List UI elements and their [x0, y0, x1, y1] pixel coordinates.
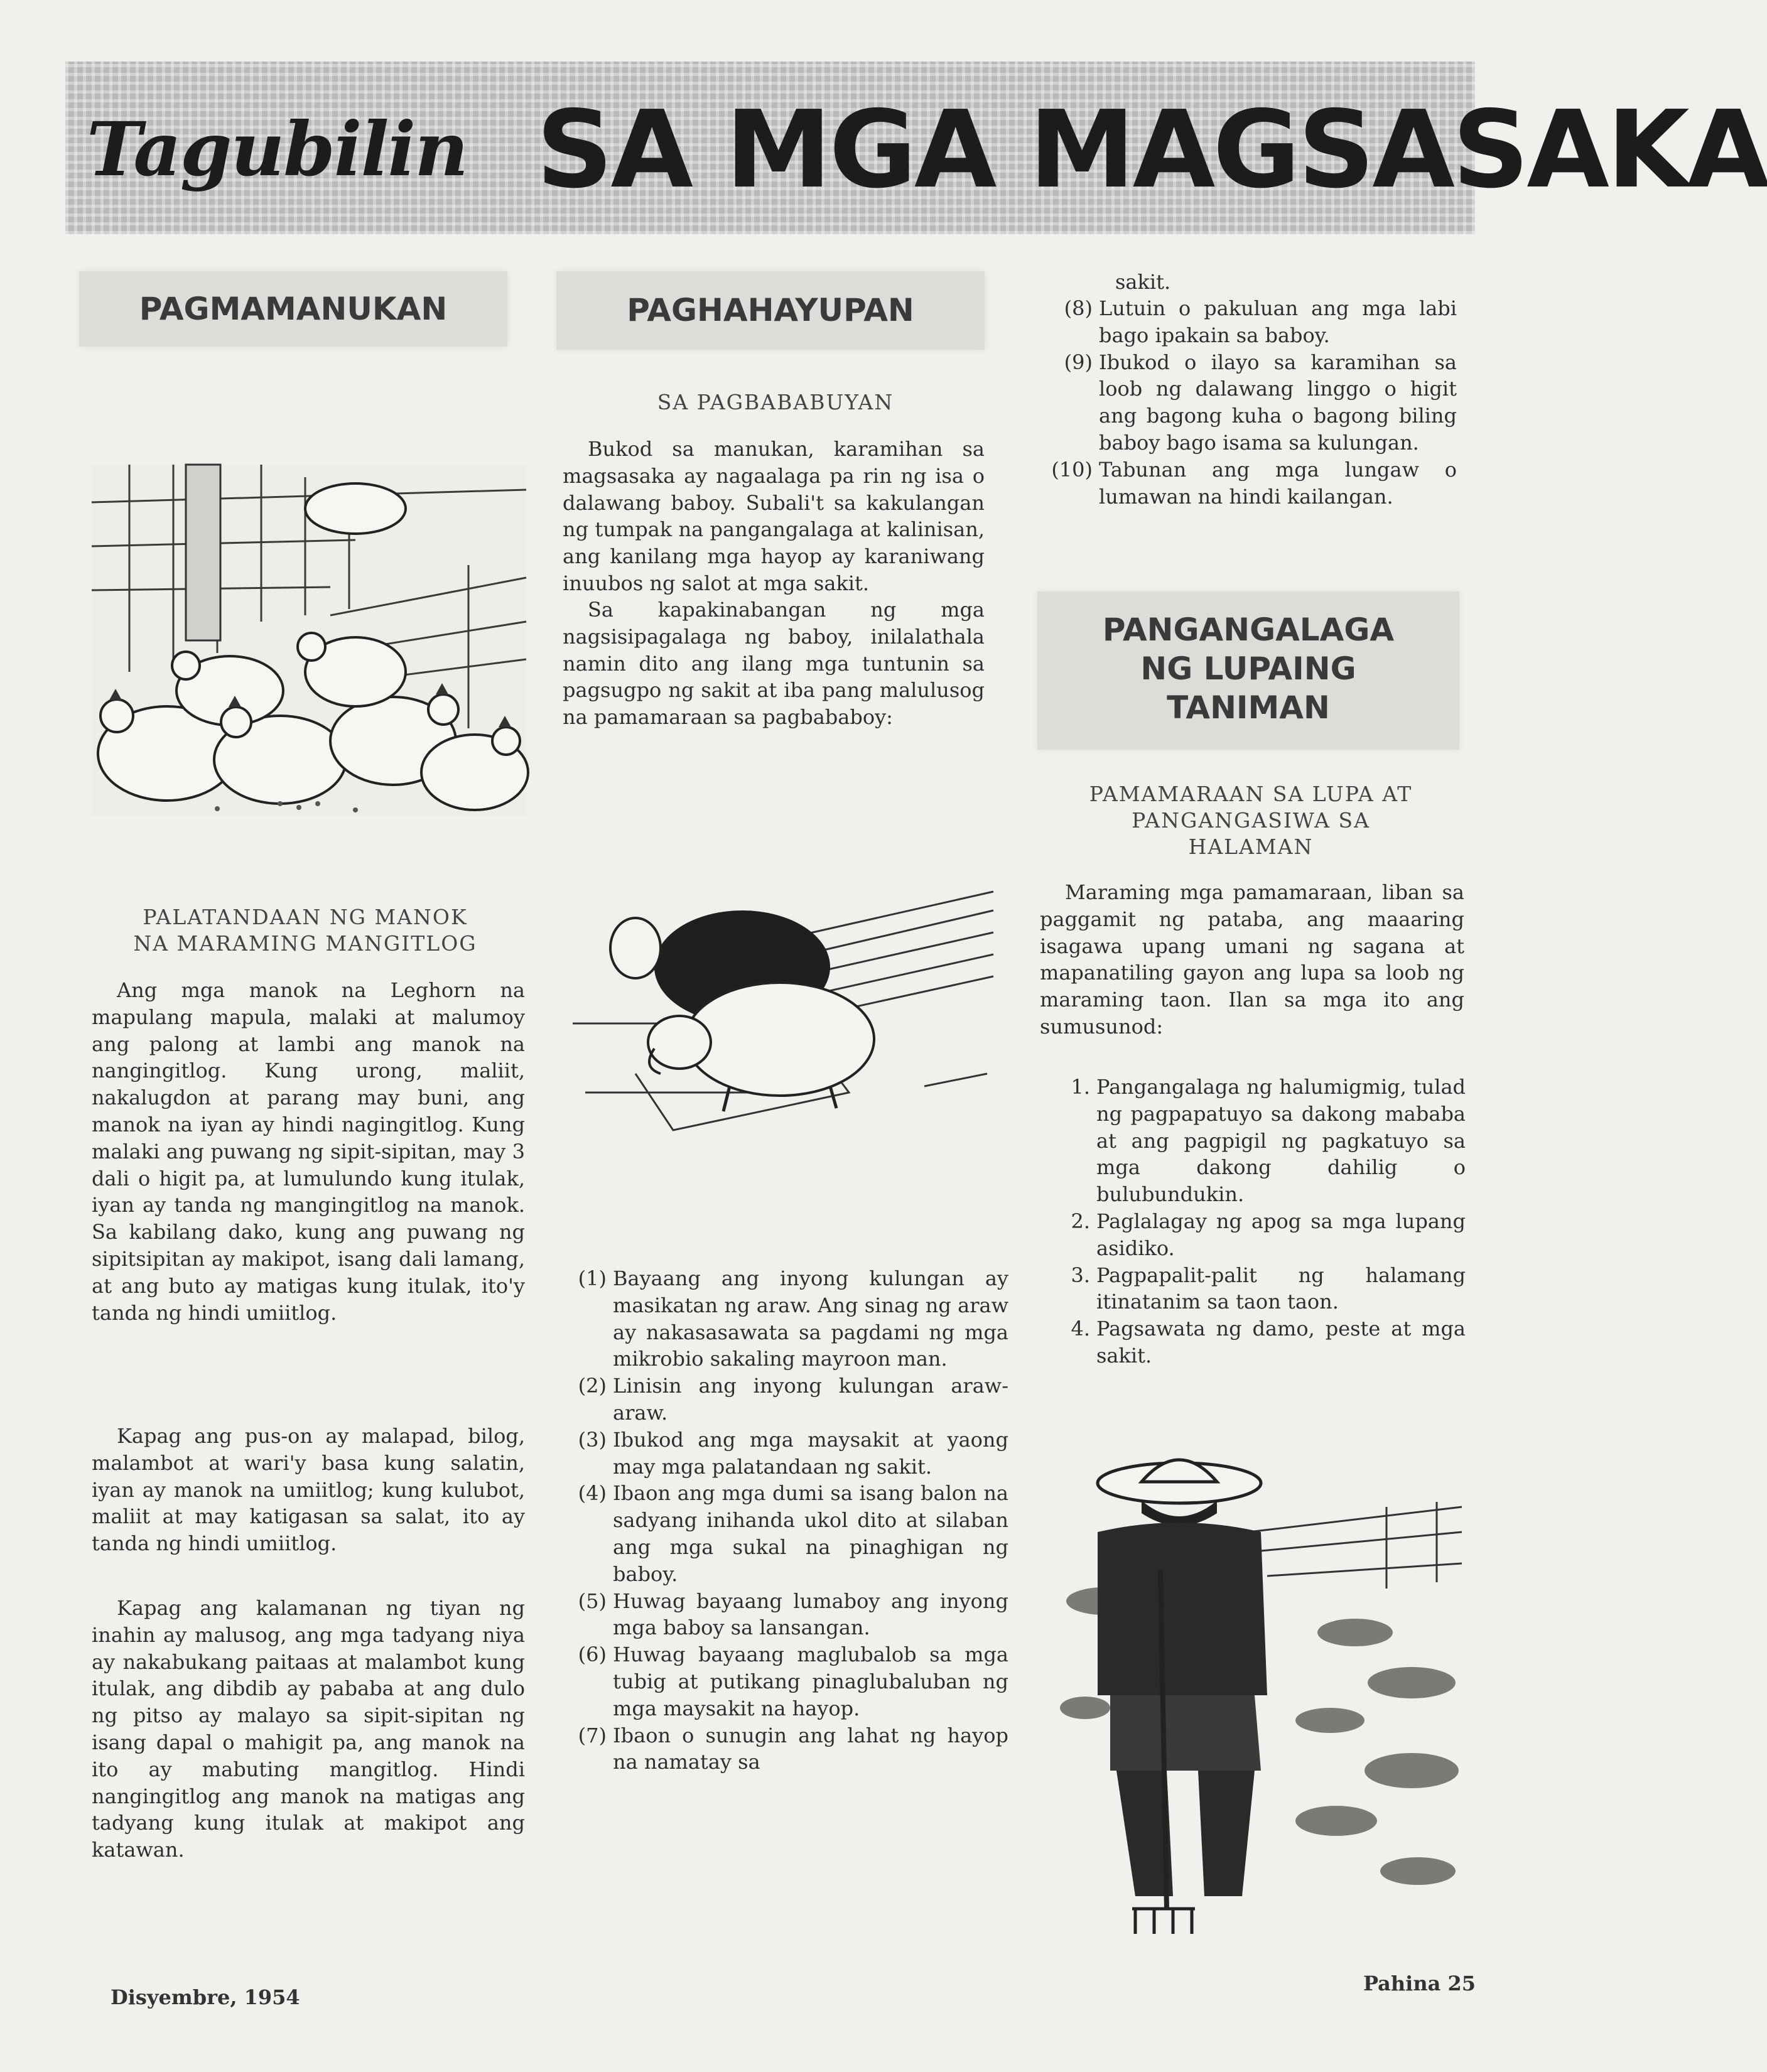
heading-text: PAGMAMANUKAN: [139, 291, 448, 327]
list-item: (1) Bayaang ang inyong kulungan ay masikatan ng araw. Ang sinag ng araw ay nakasasawata sa pagdami ng mga mikrobio sakaling mayroon man.: [578, 1266, 1008, 1371]
list-item: 3. Pagpapalit-palit ng halamang itinatanim sa taon taon.: [1071, 1263, 1466, 1314]
list-item: (5) Huwag bayaang lumaboy ang inyong mga baboy sa lansangan.: [578, 1589, 1008, 1640]
footer-page-number: Pahina 25: [1363, 1972, 1476, 1995]
paragraph: Sa kapakinabangan ng mga nagsisipagalaga ng baboy, inilalathala namin dito ang ilang mga tuntunin sa pagsugpo ng sakit at iba pang malulusog na pamamaraan sa pagbababoy:: [563, 598, 985, 730]
footer-date: Disyembre, 1954: [111, 1985, 300, 2009]
list-item: (8) Lutuin o pakuluan ang mga labi bago ipakain sa baboy.: [1064, 296, 1457, 347]
heading-text: PAGHAHAYUPAN: [627, 292, 914, 328]
paragraph: Kapag ang pus-on ay malapad, bilog, malambot at wari'y basa kung salatin, iyan ay manok na umiitlog; kung kulubot, maliit at may katigasan sa salat, ito ay tanda ng hindi umiitlog.: [92, 1424, 525, 1556]
subheading-pamamaraan: [1037, 781, 1464, 860]
subheading-line: PAMAMARAAN SA LUPA AT: [1089, 782, 1413, 806]
list-item: (10) Tabunan ang mga lungaw o lumawan na hindi kailangan.: [1051, 457, 1457, 509]
pig-rules-list-continued: [1042, 295, 1457, 510]
heading-line: NG LUPAING: [1140, 650, 1356, 687]
subheading-pagbababuyan: SA PAGBABABUYAN: [657, 390, 894, 414]
subheading-line: HALAMAN: [1188, 834, 1314, 859]
subheading-line: PANGANGASIWA SA: [1132, 808, 1370, 833]
list-item: (3) Ibukod ang mga maysakit at yaong may mga palatandaan ng sakit.: [578, 1427, 1008, 1479]
subheading-line: NA MARAMING MANGITLOG: [133, 931, 477, 956]
subheading-line: PALATANDAAN NG MANOK: [143, 905, 468, 929]
list-item: (9) Ibukod o ilayo sa karamihan sa loob ng dalawang linggo o higit ang bagong kuha o bagong biling baboy bago isama sa kulungan.: [1064, 350, 1457, 455]
list-item: (7) Ibaon o sunugin ang lahat ng hayop na namatay sa: [578, 1723, 1008, 1774]
soil-methods-list: [1040, 1074, 1466, 1369]
list-item: (6) Huwag bayaang maglubalob sa mga tubig at putikang pinaglubaluban ng mga maysakit na hayop.: [578, 1643, 1008, 1720]
list-item: 4. Pagsawata ng damo, peste at mga sakit.: [1071, 1317, 1466, 1368]
paragraph: Maraming mga pamamaraan, liban sa paggamit ng pataba, ang maaaring isagawa upang umani ng sagana at mapanatiling gayon ang lupa sa loob ng maraming taon. Ilan sa mga ito ang sumusunod:: [1040, 880, 1464, 1039]
heading-paghahayupan: [556, 271, 985, 350]
heading-line: TANIMAN: [1167, 689, 1330, 726]
subheading-palatandaan: [92, 904, 519, 957]
pigs-illustration: [560, 885, 993, 1149]
pig-rules-list: [556, 1265, 1008, 1776]
masthead-title: SA MGA MAGSASAKA: [536, 88, 1767, 212]
masthead-banner: [65, 62, 1767, 234]
chickens-illustration: [92, 465, 526, 816]
paragraph: Kapag ang kalamanan ng tiyan ng inahin ay malusog, ang mga tadyang niya ay nakabukang paitaas at malambot kung itulak, ang dibdib ay pababa at ang dulo ng pitso ay malayo sa sipit-sipitan ng isang dapal o mahigit pa, ang manok na ito ay mabuting mangitlog. Hindi nangingitlog ang manok na matigas ang tadyang kung itulak at makipot ang katawan.: [92, 1596, 525, 1862]
list-item: 1. Pangangalaga ng halumigmig, tulad ng pagpapatuyo sa dakong mababa at ang pagpigil ng pagkatuyo sa mga dakong dahilig o bulubundukin.: [1071, 1075, 1466, 1207]
paragraph: Bukod sa manukan, karamihan sa magsasaka ay nagaalaga pa rin ng isa o dalawang baboy. Subali't sa kakulangan ng tumpak na pangangalaga at kalinisan, ang kanilang mga hayop ay karaniwang inuubos ng salot at mga sakit.: [563, 437, 985, 595]
list-item: (2) Linisin ang inyong kulungan araw-araw.: [578, 1374, 1008, 1425]
farmer-illustration: [1060, 1444, 1462, 1934]
heading-pangangalaga: [1037, 591, 1459, 750]
heading-line: PANGANGALAGA: [1102, 612, 1395, 648]
heading-pagmamanukan: [79, 271, 507, 347]
continued-text: sakit.: [1115, 270, 1171, 294]
list-item: 2. Paglalagay ng apog sa mga lupang asidiko.: [1071, 1209, 1466, 1260]
paragraph: Ang mga manok na Leghorn na mapulang mapula, malaki at malumoy ang palong at lambi ang manok na nangingitlog. Kung urong, maliit, nakalugdon at parang may buni, ang manok na iyan ay hindi nagingitlog. Kung malaki ang puwang ng sipit-sipitan, may 3 dali o higit pa, at lumulundo kung itulak, iyan ay tanda ng mangingitlog na manok. Sa kabilang dako, kung ang puwang ng sipitsipitan ay makipot, isang dali lamang, at ang buto ay matigas kung itulak, ito'y tanda ng hindi umiitlog.: [92, 978, 525, 1325]
masthead-script-title: Tagubilin: [87, 105, 468, 193]
list-item: (4) Ibaon ang mga dumi sa isang balon na sadyang inihanda ukol dito at silaban ang mga sukal na pinaghigan ng baboy.: [578, 1481, 1008, 1586]
